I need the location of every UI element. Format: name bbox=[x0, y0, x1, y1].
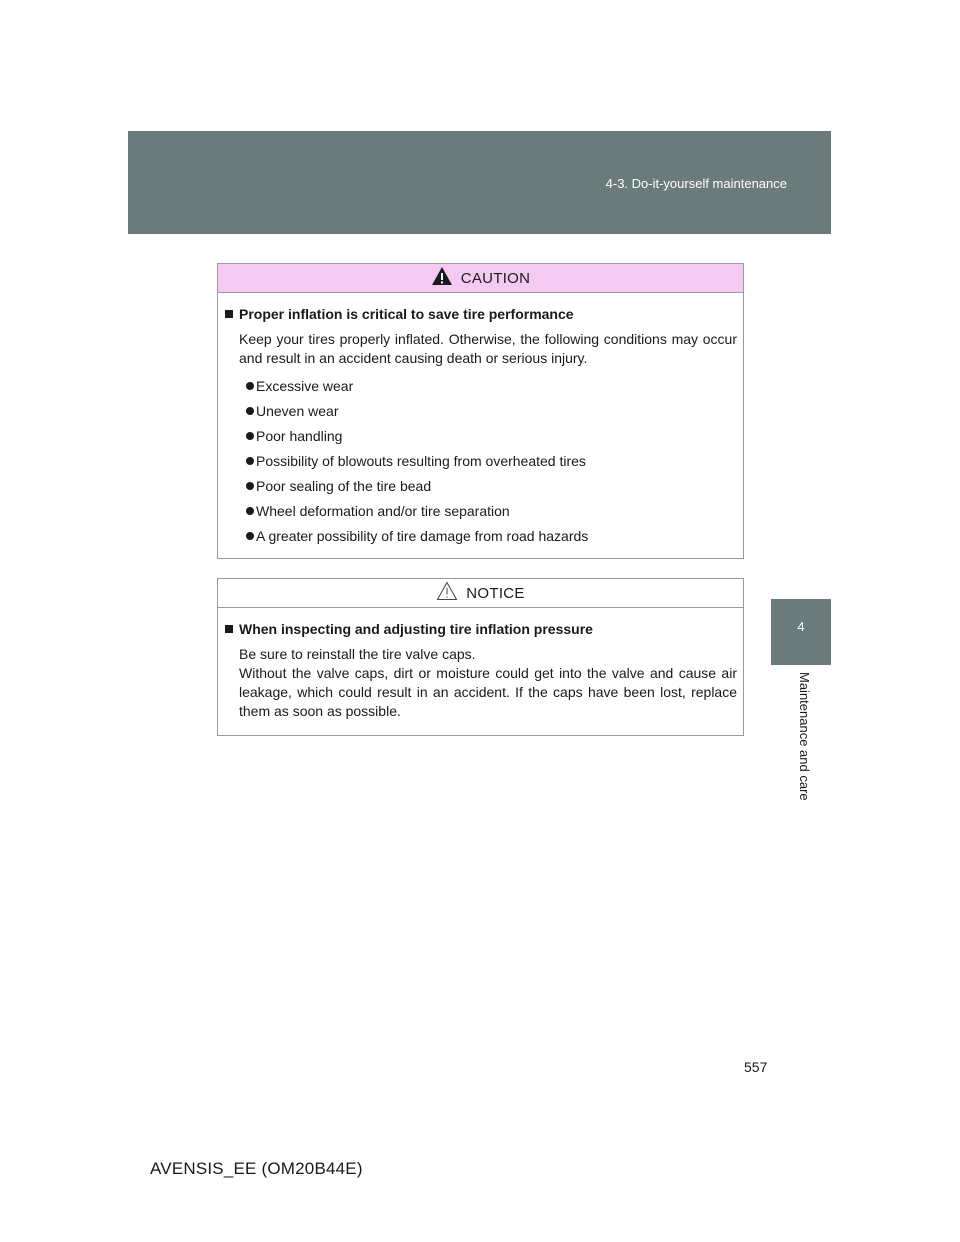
caution-list bbox=[225, 377, 737, 546]
caution-heading: Proper inflation is critical to save tire performance bbox=[225, 305, 737, 323]
list-item: Excessive wear bbox=[225, 377, 737, 396]
caution-paragraph: Keep your tires properly inflated. Otherwise, the following conditions may occur and result in an accident causing death or serious injury. bbox=[239, 331, 737, 366]
bullet-dot-icon bbox=[246, 432, 254, 440]
bullet-dot-icon bbox=[246, 407, 254, 415]
notice-triangle-icon bbox=[436, 581, 458, 601]
caution-header bbox=[218, 264, 743, 293]
notice-box bbox=[217, 578, 744, 736]
bullet-dot-icon bbox=[246, 507, 254, 515]
list-item: Uneven wear bbox=[225, 402, 737, 421]
notice-heading: When inspecting and adjusting tire inflation pressure bbox=[225, 620, 737, 638]
chapter-label: Maintenance and care bbox=[797, 672, 812, 801]
caution-title: CAUTION bbox=[460, 269, 531, 287]
list-item: Poor handling bbox=[225, 427, 737, 446]
bullet-dot-icon bbox=[246, 532, 254, 540]
warning-triangle-icon bbox=[431, 266, 453, 286]
list-item: Possibility of blowouts resulting from overheated tires bbox=[225, 452, 737, 471]
square-bullet-icon bbox=[225, 625, 233, 633]
notice-line-1: Be sure to reinstall the tire valve caps. bbox=[239, 646, 476, 662]
square-bullet-icon bbox=[225, 310, 233, 318]
notice-title: NOTICE bbox=[466, 584, 525, 602]
model-code: AVENSIS_EE (OM20B44E) bbox=[150, 1159, 363, 1178]
list-item: Poor sealing of the tire bead bbox=[225, 477, 737, 496]
bullet-dot-icon bbox=[246, 482, 254, 490]
section-title: 4-3. Do-it-yourself maintenance bbox=[605, 176, 787, 191]
list-item: A greater possibility of tire damage from road hazards bbox=[225, 527, 737, 546]
caution-box bbox=[217, 263, 744, 559]
chapter-tab bbox=[771, 599, 831, 665]
notice-line-2: Without the valve caps, dirt or moisture could get into the valve and cause air leakage, which could result in an accident. If the caps have been lost, replace them as soon as possible. bbox=[239, 665, 737, 719]
header-band bbox=[128, 131, 831, 234]
page-number: 557 bbox=[744, 1059, 768, 1075]
notice-header bbox=[218, 579, 743, 608]
chapter-number: 4 bbox=[797, 619, 805, 634]
list-item: Wheel deformation and/or tire separation bbox=[225, 502, 737, 521]
bullet-dot-icon bbox=[246, 382, 254, 390]
bullet-dot-icon bbox=[246, 457, 254, 465]
